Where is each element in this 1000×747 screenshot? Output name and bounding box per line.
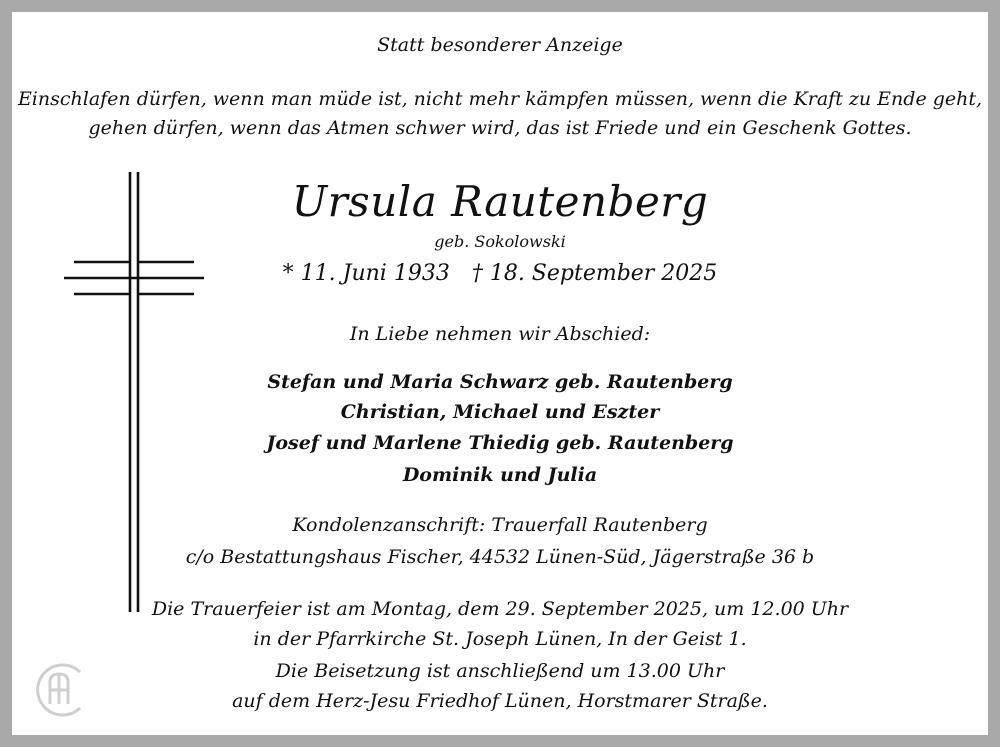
mourner-line: Stefan und Maria Schwarz geb. Rautenberg xyxy=(267,371,733,393)
farewell-text: In Liebe nehmen wir Abschied: xyxy=(349,323,651,345)
life-dates xyxy=(12,261,988,286)
funeral-info-line-2: in der Pfarrkirche St. Joseph Lünen, In der Geist 1. xyxy=(253,628,747,650)
birth-date: * 11. Juni 1933 xyxy=(282,261,450,286)
condolence-address-line-1: Kondolenzanschrift: Trauerfall Rautenberg xyxy=(292,514,708,536)
deceased-name: Ursula Rautenberg xyxy=(291,177,709,226)
quote-line-2: gehen dürfen, wenn das Atmen schwer wird, das ist Friede und ein Geschenk Gottes. xyxy=(88,117,912,139)
obituary-card xyxy=(12,12,988,735)
mourner-line: Dominik und Julia xyxy=(402,464,598,486)
funeral-info-line-4: auf dem Herz-Jesu Friedhof Lünen, Horstmarer Straße. xyxy=(232,690,768,712)
publisher-logo-icon xyxy=(30,660,88,720)
notice-heading: Statt besonderer Anzeige xyxy=(377,34,623,56)
funeral-info-line-3: Die Beisetzung ist anschließend um 13.00 Uhr xyxy=(275,660,725,682)
mourner-line: Christian, Michael und Eszter xyxy=(340,401,660,423)
maiden-name: geb. Sokolowski xyxy=(434,232,566,251)
quote-line-1: Einschlafen dürfen, wenn man müde ist, nicht mehr kämpfen müssen, wenn die Kraft zu Ende geht, xyxy=(17,88,983,110)
mourner-line: Josef und Marlene Thiedig geb. Rautenberg xyxy=(266,432,734,454)
condolence-address-line-2: c/o Bestattungshaus Fischer, 44532 Lünen-Süd, Jägerstraße 36 b xyxy=(185,546,815,568)
death-date: † 18. September 2025 xyxy=(471,261,718,286)
funeral-info-line-1: Die Trauerfeier ist am Montag, dem 29. September 2025, um 12.00 Uhr xyxy=(151,598,849,620)
